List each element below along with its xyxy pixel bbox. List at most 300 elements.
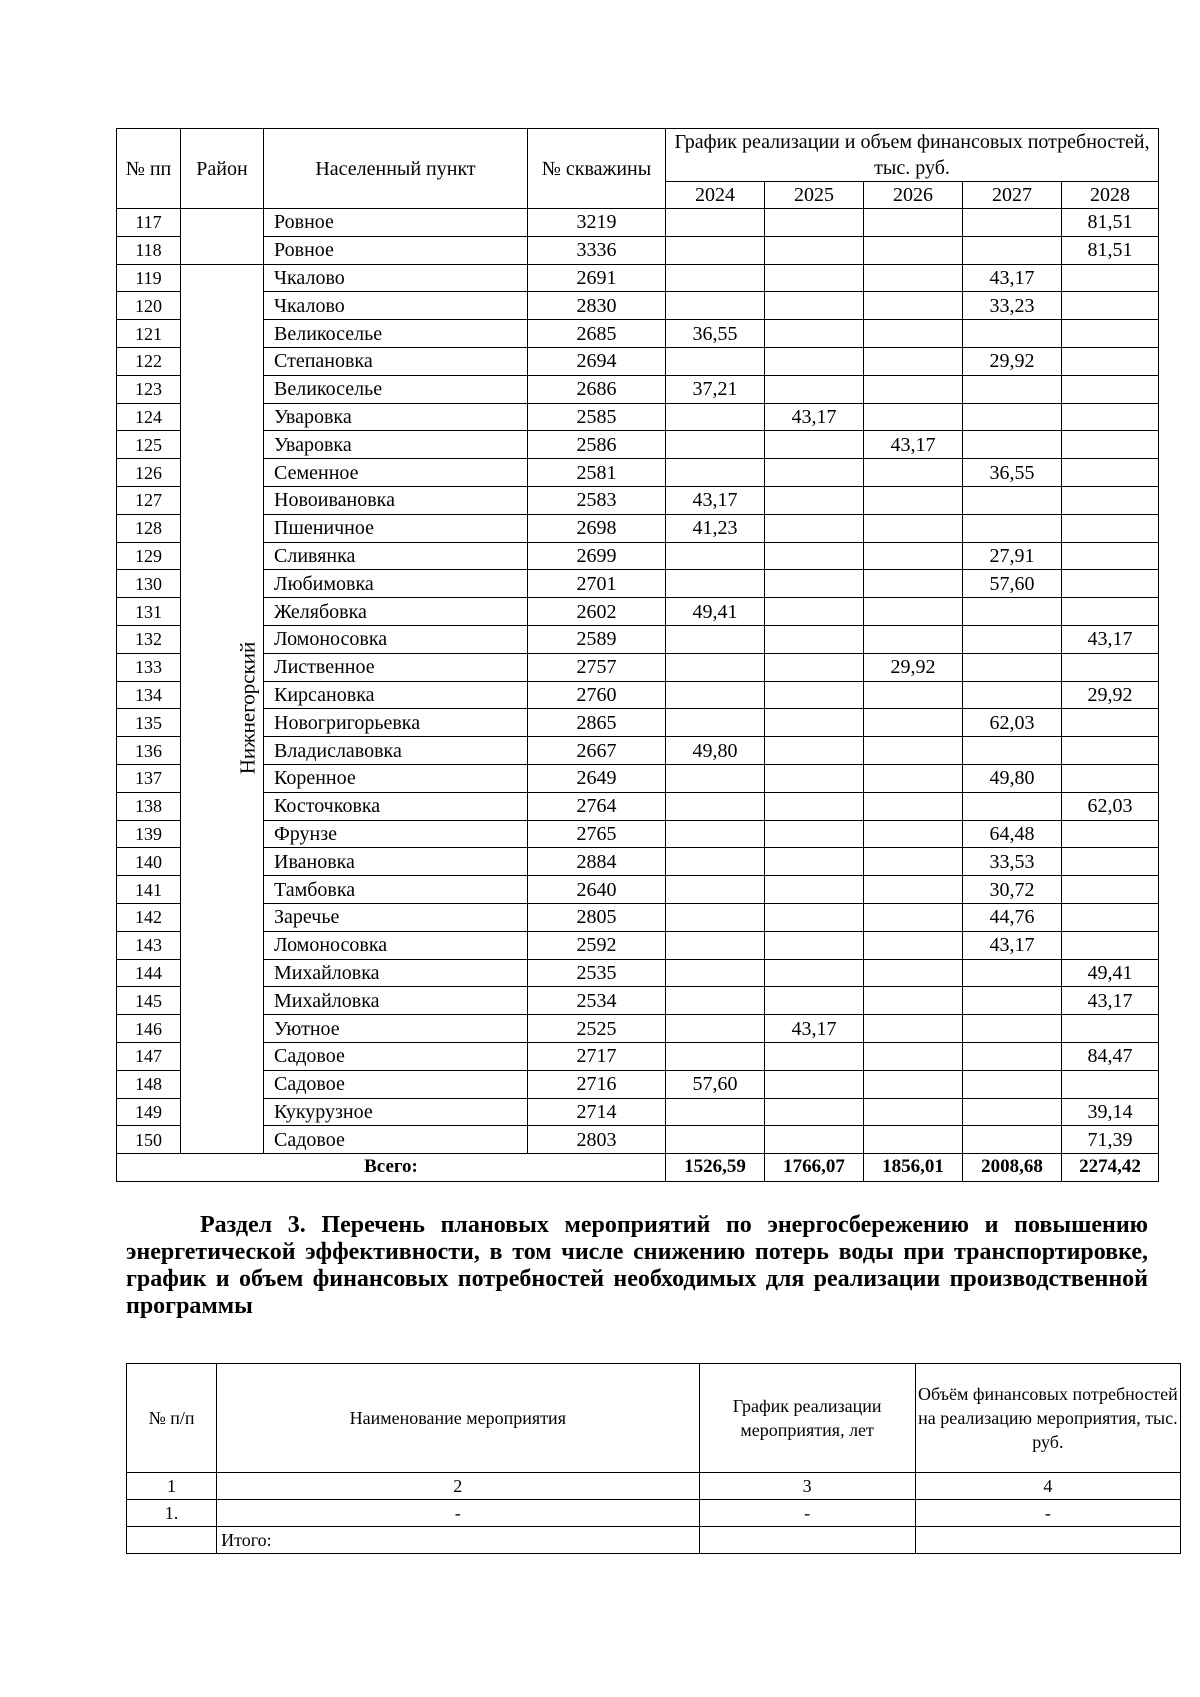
year-value <box>963 987 1062 1015</box>
total-row <box>117 1154 1159 1182</box>
year-value <box>666 1015 765 1043</box>
table-row <box>117 876 1159 904</box>
row-number: 123 <box>117 375 181 403</box>
well-number: 2884 <box>528 848 666 876</box>
well-number: 2805 <box>528 903 666 931</box>
year-value <box>864 1070 963 1098</box>
well-number: 2757 <box>528 653 666 681</box>
year-value <box>1062 848 1159 876</box>
year-value <box>963 1126 1062 1154</box>
settlement-name: Пшеничное <box>264 514 528 542</box>
year-value <box>1062 486 1159 514</box>
row-number: 146 <box>117 1015 181 1043</box>
year-value <box>666 792 765 820</box>
year-value <box>765 987 864 1015</box>
year-value <box>765 625 864 653</box>
year-value: 43,17 <box>666 486 765 514</box>
year-value: 29,92 <box>1062 681 1159 709</box>
table-row <box>117 292 1159 320</box>
year-value <box>1062 292 1159 320</box>
year-value: 43,17 <box>963 931 1062 959</box>
year-value <box>1062 653 1159 681</box>
well-number: 2586 <box>528 431 666 459</box>
year-value <box>864 542 963 570</box>
table-row <box>117 1126 1159 1154</box>
year-value <box>765 792 864 820</box>
row-number: 118 <box>117 236 181 264</box>
well-number: 2583 <box>528 486 666 514</box>
well-number: 2691 <box>528 264 666 292</box>
year-value <box>666 625 765 653</box>
table-row <box>117 570 1159 598</box>
well-number: 2865 <box>528 709 666 737</box>
year-value <box>864 236 963 264</box>
year-value: 49,80 <box>666 737 765 765</box>
total-value: 2274,42 <box>1062 1154 1159 1182</box>
table-row <box>117 987 1159 1015</box>
table-row <box>117 264 1159 292</box>
row-number: 133 <box>117 653 181 681</box>
header-year: 2027 <box>963 182 1062 209</box>
row-number: 122 <box>117 347 181 375</box>
year-value <box>666 903 765 931</box>
year-value <box>765 876 864 904</box>
year-value <box>666 209 765 237</box>
t2-colnum: 3 <box>699 1473 915 1500</box>
well-number: 2649 <box>528 764 666 792</box>
year-value: 49,41 <box>1062 959 1159 987</box>
year-value <box>765 820 864 848</box>
header-year: 2028 <box>1062 182 1159 209</box>
settlement-name: Кукурузное <box>264 1098 528 1126</box>
table-row <box>117 236 1159 264</box>
row-number: 140 <box>117 848 181 876</box>
year-value <box>864 820 963 848</box>
settlement-name: Михайловка <box>264 959 528 987</box>
table-row <box>117 1042 1159 1070</box>
header-well: № скважины <box>528 129 666 209</box>
well-number: 2685 <box>528 320 666 348</box>
t2-header-volume: Объём финансовых потребностей на реализацию мероприятия, тыс. руб. <box>915 1364 1180 1473</box>
year-value <box>765 431 864 459</box>
year-value <box>765 737 864 765</box>
settlement-name: Чкалово <box>264 264 528 292</box>
year-value: 43,17 <box>1062 625 1159 653</box>
year-value <box>666 820 765 848</box>
measures-table <box>126 1363 1181 1554</box>
well-number: 2667 <box>528 737 666 765</box>
well-number: 2714 <box>528 1098 666 1126</box>
table-row <box>117 486 1159 514</box>
table-row <box>117 598 1159 626</box>
settlement-name: Уютное <box>264 1015 528 1043</box>
year-value <box>1062 264 1159 292</box>
well-number: 2535 <box>528 959 666 987</box>
year-value <box>864 792 963 820</box>
well-number: 3219 <box>528 209 666 237</box>
total-label: Всего: <box>117 1154 666 1182</box>
row-number: 134 <box>117 681 181 709</box>
year-value <box>963 431 1062 459</box>
year-value <box>864 598 963 626</box>
year-value <box>765 1098 864 1126</box>
year-value <box>765 653 864 681</box>
well-number: 2585 <box>528 403 666 431</box>
year-value <box>864 375 963 403</box>
year-value <box>864 681 963 709</box>
year-value <box>864 1098 963 1126</box>
year-value <box>864 737 963 765</box>
district-cell <box>181 264 264 1154</box>
row-number: 142 <box>117 903 181 931</box>
total-value: 1856,01 <box>864 1154 963 1182</box>
year-value <box>864 1126 963 1154</box>
year-value: 29,92 <box>864 653 963 681</box>
year-value: 84,47 <box>1062 1042 1159 1070</box>
year-value <box>666 403 765 431</box>
year-value <box>963 320 1062 348</box>
year-value <box>765 931 864 959</box>
settlement-name: Сливянка <box>264 542 528 570</box>
year-value: 57,60 <box>963 570 1062 598</box>
year-value <box>765 514 864 542</box>
table-row <box>117 1070 1159 1098</box>
year-value: 43,17 <box>765 1015 864 1043</box>
settlement-name: Желябовка <box>264 598 528 626</box>
year-value <box>963 625 1062 653</box>
year-value <box>1062 347 1159 375</box>
year-value <box>864 514 963 542</box>
year-value <box>864 709 963 737</box>
settlement-name: Садовое <box>264 1126 528 1154</box>
year-value: 57,60 <box>666 1070 765 1098</box>
t2-total-empty <box>699 1527 915 1554</box>
table-row <box>117 1098 1159 1126</box>
district-empty-cell <box>181 209 264 265</box>
settlement-name: Садовое <box>264 1042 528 1070</box>
year-value: 37,21 <box>666 375 765 403</box>
total-value: 2008,68 <box>963 1154 1062 1182</box>
year-value <box>963 1015 1062 1043</box>
settlement-name: Владиславовка <box>264 737 528 765</box>
row-number: 135 <box>117 709 181 737</box>
header-schedule: График реализации и объем финансовых потребностей, тыс. руб. <box>666 129 1159 182</box>
year-value <box>1062 737 1159 765</box>
row-number: 132 <box>117 625 181 653</box>
well-number: 2581 <box>528 459 666 487</box>
year-value <box>666 264 765 292</box>
year-value <box>1062 709 1159 737</box>
well-number: 2830 <box>528 292 666 320</box>
year-value <box>765 598 864 626</box>
well-number: 2803 <box>528 1126 666 1154</box>
year-value <box>765 542 864 570</box>
year-value: 81,51 <box>1062 236 1159 264</box>
settlement-name: Лиственное <box>264 653 528 681</box>
year-value <box>666 681 765 709</box>
year-value <box>864 292 963 320</box>
t2-header-num: № п/п <box>127 1364 217 1473</box>
t2-row1-name: - <box>217 1500 699 1527</box>
year-value <box>864 931 963 959</box>
year-value <box>666 848 765 876</box>
row-number: 148 <box>117 1070 181 1098</box>
year-value <box>1062 570 1159 598</box>
table-row <box>117 625 1159 653</box>
year-value <box>864 459 963 487</box>
year-value <box>864 876 963 904</box>
year-value: 49,41 <box>666 598 765 626</box>
year-value <box>666 542 765 570</box>
year-value <box>1062 876 1159 904</box>
table-row <box>117 848 1159 876</box>
year-value <box>666 1098 765 1126</box>
settlement-name: Ровное <box>264 236 528 264</box>
header-num: № пп <box>117 129 181 209</box>
year-value <box>1062 375 1159 403</box>
row-number: 139 <box>117 820 181 848</box>
year-value <box>1062 1015 1159 1043</box>
year-value <box>666 987 765 1015</box>
year-value: 44,76 <box>963 903 1062 931</box>
year-value: 36,55 <box>963 459 1062 487</box>
district-name: Нижнегорский <box>235 642 260 775</box>
year-value <box>666 1042 765 1070</box>
year-value <box>963 792 1062 820</box>
settlement-name: Садовое <box>264 1070 528 1098</box>
table-row <box>117 903 1159 931</box>
settlement-name: Великоселье <box>264 375 528 403</box>
year-value <box>765 375 864 403</box>
settlement-name: Уваровка <box>264 403 528 431</box>
row-number: 127 <box>117 486 181 514</box>
settlement-name: Фрунзе <box>264 820 528 848</box>
settlement-name: Уваровка <box>264 431 528 459</box>
row-number: 149 <box>117 1098 181 1126</box>
table-row <box>117 209 1159 237</box>
row-number: 130 <box>117 570 181 598</box>
year-value <box>765 903 864 931</box>
settlement-name: Тамбовка <box>264 876 528 904</box>
year-value <box>765 1042 864 1070</box>
header-district: Район <box>181 129 264 209</box>
t2-total-label: Итого: <box>217 1527 699 1554</box>
table-row <box>117 764 1159 792</box>
t2-total-empty <box>915 1527 1180 1554</box>
year-value <box>765 486 864 514</box>
year-value: 27,91 <box>963 542 1062 570</box>
row-number: 120 <box>117 292 181 320</box>
t2-header-schedule: График реализации мероприятия, лет <box>699 1364 915 1473</box>
wells-schedule-table <box>116 128 1159 1182</box>
year-value <box>765 959 864 987</box>
year-value <box>765 236 864 264</box>
table-row <box>117 375 1159 403</box>
year-value: 81,51 <box>1062 209 1159 237</box>
settlement-name: Чкалово <box>264 292 528 320</box>
table-row <box>117 542 1159 570</box>
year-value <box>666 459 765 487</box>
table-row <box>117 431 1159 459</box>
row-number: 129 <box>117 542 181 570</box>
header-year: 2024 <box>666 182 765 209</box>
table-row <box>117 931 1159 959</box>
year-value <box>864 1015 963 1043</box>
year-value: 49,80 <box>963 764 1062 792</box>
header-year: 2026 <box>864 182 963 209</box>
well-number: 2525 <box>528 1015 666 1043</box>
table-row <box>117 959 1159 987</box>
settlement-name: Семенное <box>264 459 528 487</box>
year-value <box>666 876 765 904</box>
row-number: 145 <box>117 987 181 1015</box>
total-value: 1766,07 <box>765 1154 864 1182</box>
well-number: 3336 <box>528 236 666 264</box>
year-value <box>666 709 765 737</box>
year-value <box>864 320 963 348</box>
row-number: 138 <box>117 792 181 820</box>
year-value <box>1062 542 1159 570</box>
t2-row1-num: 1. <box>127 1500 217 1527</box>
row-number: 141 <box>117 876 181 904</box>
well-number: 2699 <box>528 542 666 570</box>
year-value <box>765 209 864 237</box>
settlement-name: Ивановка <box>264 848 528 876</box>
year-value <box>1062 1070 1159 1098</box>
year-value <box>765 709 864 737</box>
year-value <box>864 570 963 598</box>
row-number: 121 <box>117 320 181 348</box>
year-value <box>1062 320 1159 348</box>
year-value <box>864 625 963 653</box>
settlement-name: Заречье <box>264 903 528 931</box>
year-value <box>963 514 1062 542</box>
well-number: 2765 <box>528 820 666 848</box>
year-value: 36,55 <box>666 320 765 348</box>
well-number: 2686 <box>528 375 666 403</box>
year-value <box>963 209 1062 237</box>
year-value <box>864 486 963 514</box>
t2-colnum: 2 <box>217 1473 699 1500</box>
well-number: 2602 <box>528 598 666 626</box>
table-row <box>117 1015 1159 1043</box>
year-value: 30,72 <box>963 876 1062 904</box>
table-row <box>117 792 1159 820</box>
t2-row1-volume: - <box>915 1500 1180 1527</box>
year-value <box>765 347 864 375</box>
year-value <box>1062 514 1159 542</box>
year-value: 41,23 <box>666 514 765 542</box>
well-number: 2589 <box>528 625 666 653</box>
year-value <box>963 598 1062 626</box>
year-value <box>765 1126 864 1154</box>
table-row <box>117 653 1159 681</box>
well-number: 2716 <box>528 1070 666 1098</box>
row-number: 136 <box>117 737 181 765</box>
year-value <box>666 570 765 598</box>
table-row <box>117 709 1159 737</box>
year-value <box>864 959 963 987</box>
year-value: 43,17 <box>765 403 864 431</box>
year-value <box>1062 598 1159 626</box>
settlement-name: Михайловка <box>264 987 528 1015</box>
year-value <box>864 264 963 292</box>
header-settlement: Населенный пункт <box>264 129 528 209</box>
well-number: 2534 <box>528 987 666 1015</box>
year-value: 33,53 <box>963 848 1062 876</box>
t2-header-name: Наименование мероприятия <box>217 1364 699 1473</box>
year-value <box>765 681 864 709</box>
year-value <box>666 959 765 987</box>
well-number: 2698 <box>528 514 666 542</box>
settlement-name: Кирсановка <box>264 681 528 709</box>
row-number: 125 <box>117 431 181 459</box>
table-row <box>117 403 1159 431</box>
year-value <box>864 903 963 931</box>
year-value <box>666 931 765 959</box>
year-value <box>864 987 963 1015</box>
table-row <box>117 737 1159 765</box>
row-number: 124 <box>117 403 181 431</box>
year-value <box>666 653 765 681</box>
settlement-name: Ломоносовка <box>264 625 528 653</box>
year-value: 64,48 <box>963 820 1062 848</box>
year-value <box>666 431 765 459</box>
settlement-name: Коренное <box>264 764 528 792</box>
settlement-name: Великоселье <box>264 320 528 348</box>
row-number: 117 <box>117 209 181 237</box>
year-value <box>1062 820 1159 848</box>
well-number: 2640 <box>528 876 666 904</box>
year-value <box>864 403 963 431</box>
year-value: 39,14 <box>1062 1098 1159 1126</box>
table-row <box>117 820 1159 848</box>
table-row <box>117 347 1159 375</box>
year-value <box>765 292 864 320</box>
table-row <box>117 459 1159 487</box>
year-value <box>765 264 864 292</box>
year-value <box>963 681 1062 709</box>
year-value <box>1062 931 1159 959</box>
year-value <box>765 1070 864 1098</box>
year-value <box>864 347 963 375</box>
row-number: 150 <box>117 1126 181 1154</box>
year-value <box>864 848 963 876</box>
table-row <box>117 320 1159 348</box>
well-number: 2592 <box>528 931 666 959</box>
year-value <box>666 347 765 375</box>
settlement-name: Степановка <box>264 347 528 375</box>
year-value: 71,39 <box>1062 1126 1159 1154</box>
year-value <box>864 1042 963 1070</box>
t2-colnum: 4 <box>915 1473 1180 1500</box>
year-value: 29,92 <box>963 347 1062 375</box>
settlement-name: Любимовка <box>264 570 528 598</box>
year-value <box>765 459 864 487</box>
header-year: 2025 <box>765 182 864 209</box>
row-number: 126 <box>117 459 181 487</box>
section-3-title: Раздел 3. Перечень плановых мероприятий по энергосбережению и повышению энергетической эффективности, в том числе снижению потерь воды при транспортировке, график и объем финансовых потребностей необходимых для реализации производственной программы <box>126 1212 1148 1319</box>
settlement-name: Косточковка <box>264 792 528 820</box>
total-value: 1526,59 <box>666 1154 765 1182</box>
year-value <box>666 764 765 792</box>
year-value <box>963 236 1062 264</box>
year-value <box>864 764 963 792</box>
row-number: 119 <box>117 264 181 292</box>
t2-row1-schedule: - <box>699 1500 915 1527</box>
year-value <box>1062 459 1159 487</box>
year-value <box>963 1098 1062 1126</box>
